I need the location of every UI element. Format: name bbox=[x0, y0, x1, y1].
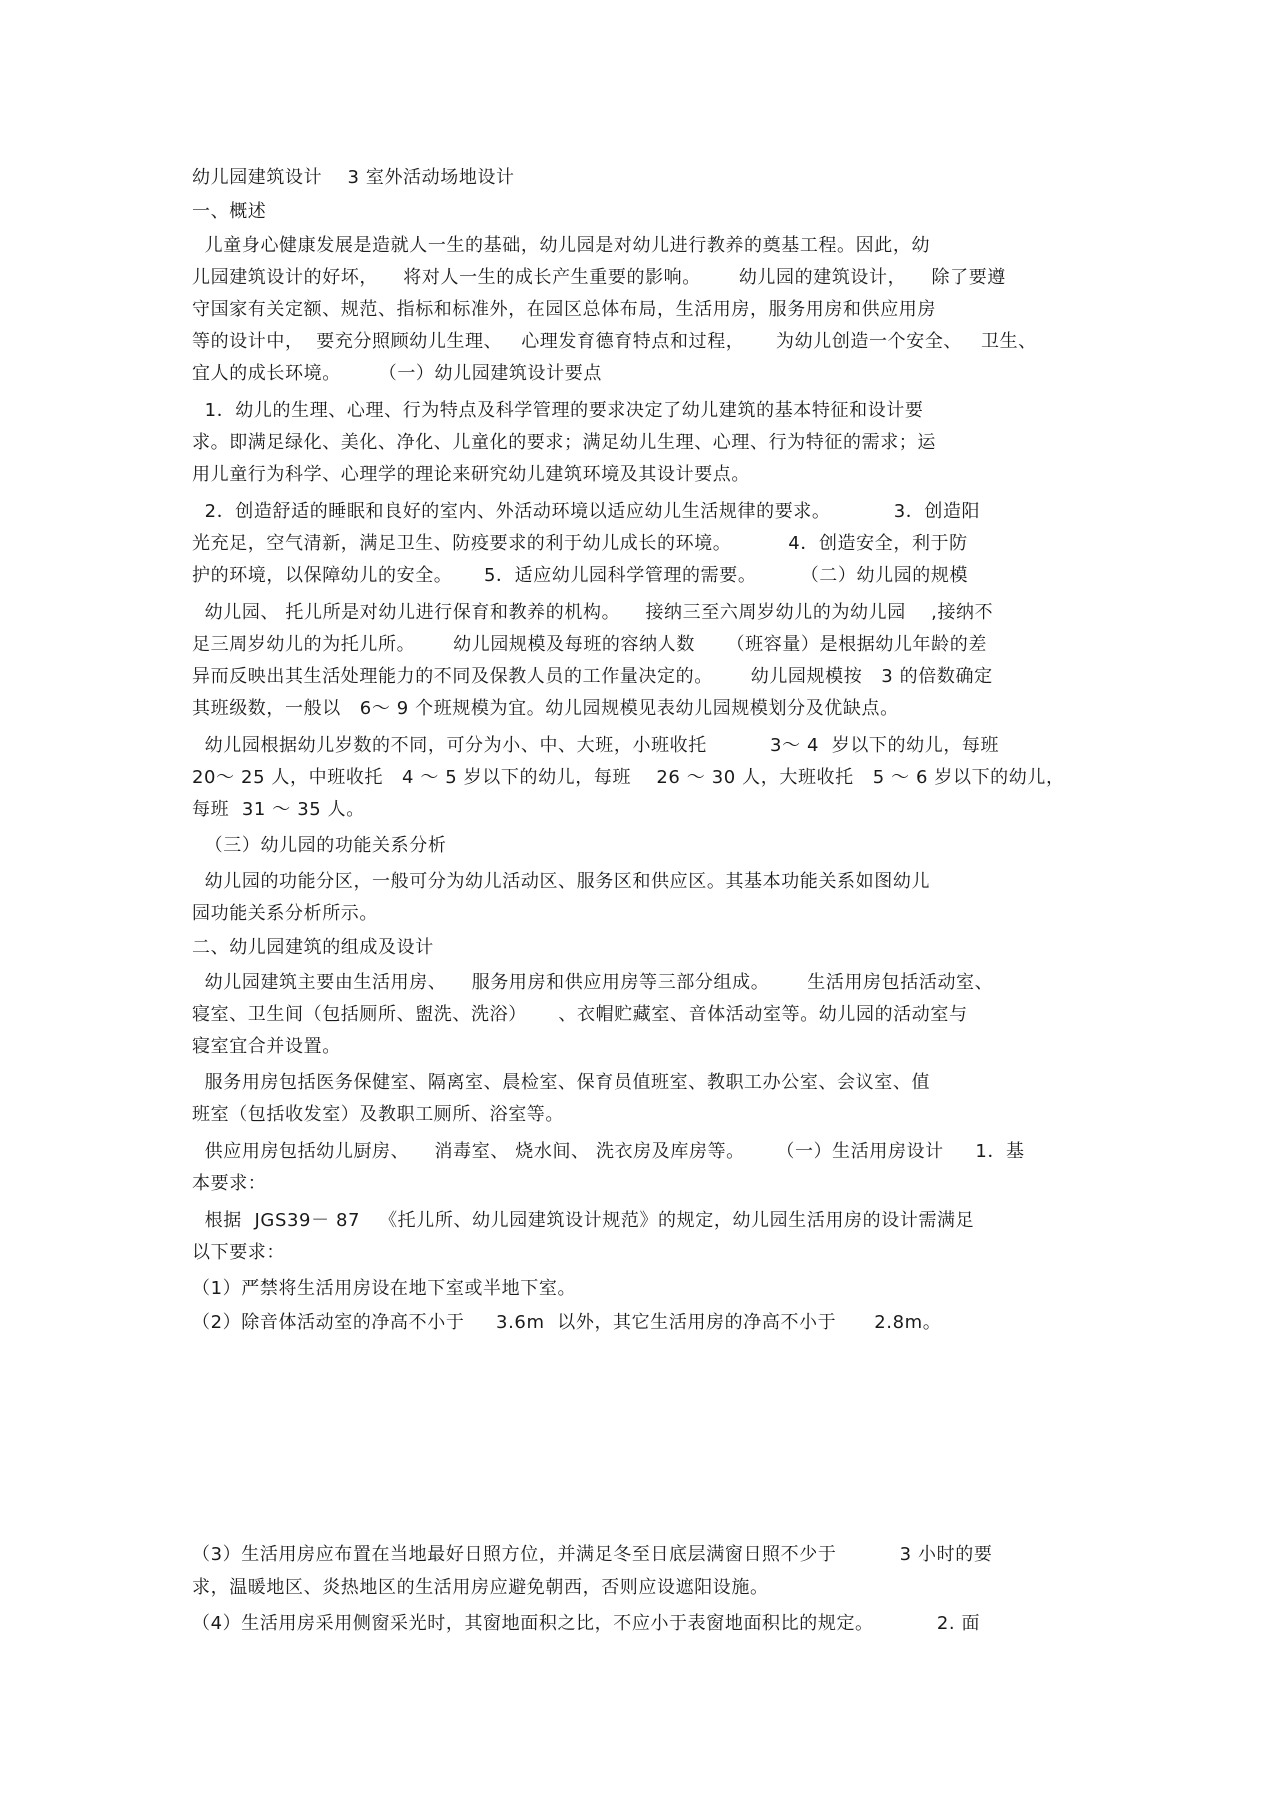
paragraph-line: 根据 JGS39－ 87 《托儿所、幼儿园建筑设计规范》的规定，幼儿园生活用房的设计需满足 bbox=[192, 1210, 975, 1231]
paragraph-line: 等的设计中， 要充分照顾幼儿生理、 心理发育德育特点和过程， 为幼儿创造一个安全、 卫生、 bbox=[192, 331, 1037, 352]
paragraph-line: 护的环境，以保障幼儿的安全。 5．适应幼儿园科学管理的需要。 （二）幼儿园的规模 bbox=[192, 565, 969, 586]
section-heading: 二、幼儿园建筑的组成及设计 bbox=[192, 937, 434, 958]
paragraph-line: 求，温暖地区、炎热地区的生活用房应避免朝西，否则应设遮阳设施。 bbox=[192, 1577, 769, 1598]
section-heading: 一、概述 bbox=[192, 201, 267, 222]
subsection-heading: （三）幼儿园的功能关系分析 bbox=[192, 835, 447, 856]
paragraph-line: 足三周岁幼儿的为托儿所。 幼儿园规模及每班的容纳人数 （班容量）是根据幼儿年龄的差 bbox=[192, 634, 987, 655]
paragraph-line: 幼儿园、 托儿所是对幼儿进行保育和教养的机构。 接纳三至六周岁幼儿的为幼儿园 ,接纳不 bbox=[192, 602, 994, 623]
paragraph-line: 儿童身心健康发展是造就人一生的基础，幼儿园是对幼儿进行教养的奠基工程。因此，幼 bbox=[192, 235, 931, 256]
list-item: （3）生活用房应布置在当地最好日照方位，并满足冬至日底层满窗日照不少于 3 小时的要 bbox=[192, 1544, 993, 1565]
paragraph-line: 每班 31 ～ 35 人。 bbox=[192, 799, 365, 820]
paragraph-line: 光充足，空气清新，满足卫生、防疫要求的利于幼儿成长的环境。 4．创造安全，利于防 bbox=[192, 533, 968, 554]
paragraph-line: 幼儿园根据幼儿岁数的不同，可分为小、中、大班，小班收托 3～ 4 岁以下的幼儿，每班 bbox=[192, 735, 1000, 756]
paragraph-line: 异而反映出其生活处理能力的不同及保教人员的工作量决定的。 幼儿园规模按 3 的倍数确定 bbox=[192, 666, 993, 687]
paragraph-line: 寝室宜合并设置。 bbox=[192, 1036, 341, 1057]
paragraph-line: 以下要求： bbox=[192, 1242, 285, 1263]
doc-title: 幼儿园建筑设计 3 室外活动场地设计 bbox=[192, 167, 515, 188]
paragraph-line: 1．幼儿的生理、心理、行为特点及科学管理的要求决定了幼儿建筑的基本特征和设计要 bbox=[192, 400, 924, 421]
paragraph-line: 寝室、卫生间（包括厕所、盥洗、洗浴） 、衣帽贮藏室、音体活动室等。幼儿园的活动室与 bbox=[192, 1004, 968, 1025]
paragraph-line: 儿园建筑设计的好坏， 将对人一生的成长产生重要的影响。 幼儿园的建筑设计， 除了要遵 bbox=[192, 267, 1006, 288]
paragraph-line: 班室（包括收发室）及教职工厕所、浴室等。 bbox=[192, 1104, 564, 1125]
paragraph-line: 宜人的成长环境。 （一）幼儿园建筑设计要点 bbox=[192, 363, 602, 384]
paragraph-line: 2．创造舒适的睡眠和良好的室内、外活动环境以适应幼儿生活规律的要求。 3．创造阳 bbox=[192, 501, 981, 522]
list-item: （1）严禁将生活用房设在地下室或半地下室。 bbox=[192, 1278, 577, 1299]
paragraph-line: 求。即满足绿化、美化、净化、儿童化的要求；满足幼儿生理、心理、行为特征的需求；运 bbox=[192, 432, 936, 453]
paragraph-line: 供应用房包括幼儿厨房、 消毒室、 烧水间、 洗衣房及库房等。 （一）生活用房设计 1．基 bbox=[192, 1141, 1025, 1162]
list-item: （4）生活用房采用侧窗采光时，其窗地面积之比，不应小于表窗地面积比的规定。 2. 面 bbox=[192, 1613, 981, 1634]
paragraph-line: 服务用房包括医务保健室、隔离室、晨检室、保育员值班室、教职工办公室、会议室、值 bbox=[192, 1072, 931, 1093]
list-item: （2）除音体活动室的净高不小于 3.6m 以外，其它生活用房的净高不小于 2.8m。 bbox=[192, 1312, 942, 1333]
paragraph-line: 用儿童行为科学、心理学的理论来研究幼儿建筑环境及其设计要点。 bbox=[192, 464, 750, 485]
paragraph-line: 园功能关系分析所示。 bbox=[192, 903, 378, 924]
paragraph-line: 本要求： bbox=[192, 1173, 267, 1194]
paragraph-line: 20～ 25 人，中班收托 4 ～ 5 岁以下的幼儿，每班 26 ～ 30 人，大班收托 5 ～ 6 岁以下的幼儿， bbox=[192, 767, 1065, 788]
paragraph-line: 守国家有关定额、规范、指标和标准外，在园区总体布局，生活用房，服务用房和供应用房 bbox=[192, 299, 936, 320]
paragraph-line: 其班级数，一般以 6～ 9 个班规模为宜。幼儿园规模见表幼儿园规模划分及优缺点。 bbox=[192, 698, 899, 719]
paragraph-line: 幼儿园建筑主要由生活用房、 服务用房和供应用房等三部分组成。 生活用房包括活动室、 bbox=[192, 972, 994, 993]
paragraph-line: 幼儿园的功能分区，一般可分为幼儿活动区、服务区和供应区。其基本功能关系如图幼儿 bbox=[192, 871, 931, 892]
